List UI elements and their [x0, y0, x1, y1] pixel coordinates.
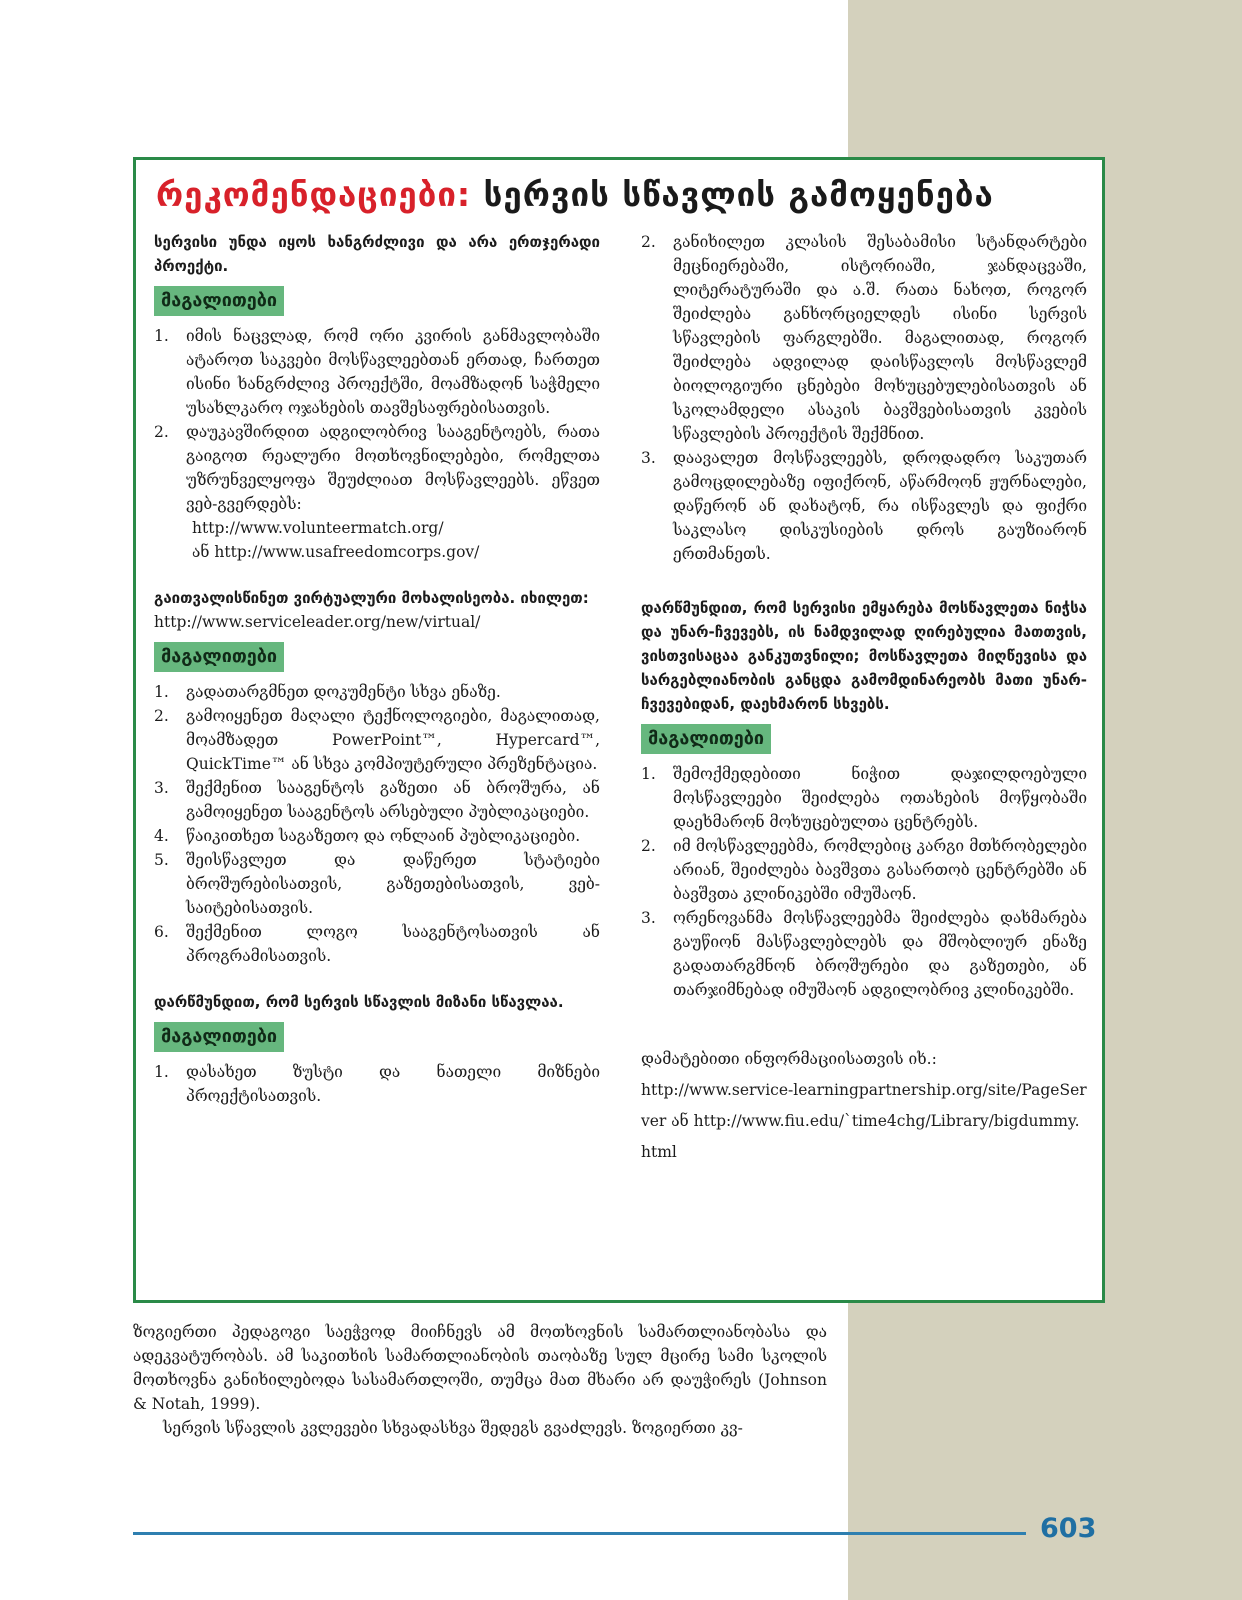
- left-sec1-list: [154, 324, 600, 564]
- left-sec3-list: [154, 1060, 600, 1108]
- list-item: 1. დასახეთ ზუსტი და ნათელი მიზნები პროექტისათვის.: [154, 1063, 600, 1105]
- list-item: 3. შექმენით სააგენტოს გაზეთი ან ბროშურა, ან გამოიყენეთ სააგენტოს არსებული პუბლიკაციები.: [154, 779, 600, 821]
- right-column: [641, 230, 1087, 1168]
- more-info-label: დამატებითი ინფორმაციისათვის იხ.:: [641, 1050, 937, 1068]
- list-item: 1. შემოქმედებითი ნიჭით დაჯილდოებული მოსწავლეები შეიძლება ოთახების მოწყობაში დაეხმარონ მოხუცებულთა ცენტრებს.: [641, 765, 1087, 831]
- list-item: 5. შეისწავლეთ და დაწერეთ სტატიები ბროშურებისათვის, გაზეთებისათვის, ვებ-საიტებისათვის.: [154, 851, 600, 917]
- list-item: 2. განიხილეთ კლასის შესაბამისი სტანდარტები მეცნიერებაში, ისტორიაში, ჯანდაცვაში, ლიტერატურაში და ა.შ. რათა ნახოთ, როგორ შეიძლება განხორციელდეს ისინი სერვის სწავლების ფარგლებში. მაგალითად, როგორ შეიძლება ადვილად დაისწავლოს მოსწავლემ ბიოლოგიური ცნებები მოხუცებულებისათვის ან სკოლამდელი ასაკის ბავშვებისათვის კვების სწავლების პროექტის შექმნით.: [641, 233, 1087, 443]
- page-number: 603: [1040, 1513, 1097, 1544]
- list-item: 3. ორენოვანმა მოსწავლეებმა შეიძლება დახმარება გაუწიონ მასწავლებლებს და მშობლიურ ენაზე გადათარგმნონ ბროშურები და გაზეთები, ან თარჯიმნებად იმუშაონ ადგილობრივ კლინიკებში.: [641, 909, 1087, 999]
- list-item: 1. გადათარგმნეთ დოკუმენტი სხვა ენაზე.: [154, 683, 501, 701]
- left-sec3-lead: დარწმუნდით, რომ სერვის სწავლის მიზანი სწავლაა.: [154, 993, 564, 1011]
- left-sec2-badge: მაგალითები: [154, 642, 284, 672]
- body-paragraph-1: ზოგიერთი პედაგოგი საეჭვოდ მიიჩნევს ამ მოთხოვნის სამართლიანობასა და ადეკვატურობას. ამ საკითხის სამართლიანობის თაობაზე სულ მცირე სამი სკოლის მოთხოვნა განიხილებოდა სასამართლოში, თუმცა მათ მხარი არ დაუჭირეს (Johnson & Notah, 1999).: [133, 1323, 827, 1413]
- url-volunteermatch[interactable]: http://www.volunteermatch.org/: [192, 519, 444, 537]
- list-item: 1. იმის ნაცვლად, რომ ორი კვირის განმავლობაში ატაროთ საკვები მოსწავლეებთან ერთად, ჩართეთ ისინი ხანგრძლივ პროექტში, მოამზადონ საჭმელი უსახლკარო ოჯახების თავშესაფრებისათვის.: [154, 327, 600, 417]
- box-title: [156, 173, 994, 217]
- more-info: [641, 1044, 1087, 1168]
- list-item: 2. გამოიყენეთ მაღალი ტექნოლოგიები, მაგალითად, მოამზადეთ PowerPoint™, Hypercard™, QuickTime™ ან სხვა კომპიუტერული პრეზენტაცია.: [154, 707, 600, 773]
- right-sec2-list: [641, 762, 1087, 1002]
- left-sec2-lead: გაითვალისწინეთ ვირტუალური მოხალისეობა. იხილეთ:: [154, 589, 589, 607]
- left-sec3-badge: მაგალითები: [154, 1022, 284, 1052]
- left-sec1-badge: მაგალითები: [154, 286, 284, 316]
- left-column: [154, 230, 600, 1108]
- recommendations-box: [133, 157, 1105, 1303]
- right-sec2-badge: მაგალითები: [641, 724, 771, 754]
- body-text: [133, 1320, 827, 1440]
- left-sec1-lead: სერვისი უნდა იყოს ხანგრძლივი და არა ერთჯერადი პროექტი.: [154, 233, 600, 275]
- url-serviceleader[interactable]: http://www.serviceleader.org/new/virtual/: [154, 613, 481, 631]
- box-title-black: სერვის სწავლის გამოყენება: [483, 175, 994, 214]
- list-item: 6. შექმენით ლოგო სააგენტოსათვის ან პროგრამისათვის.: [154, 923, 600, 965]
- footer-rule: [133, 1532, 1026, 1535]
- url-usafreedomcorps[interactable]: ან http://www.usafreedomcorps.gov/: [192, 543, 480, 561]
- list-item: 3. დაავალეთ მოსწავლეებს, დროდადრო საკუთარ გამოცდილებაზე იფიქრონ, აწარმოონ ჟურნალები, დაწერონ ან დახატონ, რა ისწავლეს და ფიქრი საკლასო დისკუსიების დროს გაუზიარონ ერთმანეთს.: [641, 449, 1087, 563]
- left-sec2-list: [154, 680, 600, 968]
- list-item: 2. დაუკავშირდით ადგილობრივ სააგენტოებს, რათა გაიგოთ რეალური მოთხოვნილებები, რომელთა უზრუნველყოფა შეუძლიათ მოსწავლეებს. ეწვეთ ვებ-გვერდებს: http://www.volunteermatch.org/ ან http://www.usafreedomcorps.gov/: [154, 420, 600, 564]
- list-item: 2. იმ მოსწავლეებმა, რომლებიც კარგი მთხრობელები არიან, შეიძლება ბავშვთა გასართობ ცენტრებში ან ბავშვთა კლინიკებში იმუშაონ.: [641, 837, 1087, 903]
- right-sec1-list: [641, 230, 1087, 566]
- box-title-red: რეკომენდაციები:: [156, 175, 472, 214]
- body-paragraph-2: სერვის სწავლის კვლევები სხვადასხვა შედეგს გვაძლევს. ზოგიერთი კვ-: [163, 1419, 743, 1437]
- right-sec2-lead: დარწმუნდით, რომ სერვისი ემყარება მოსწავლეთა ნიჭსა და უნარ-ჩვევებს, ის ნამდვილად ღირებულია მათთვის, ვისთვისაცაა განკუთვნილი; მოსწავლეთა მიღწევისა და სარგებლიანობის განცდა გამომდინარეობს მათი უნარ-ჩვევებიდან, დაეხმარონ სხვებს.: [641, 599, 1087, 713]
- more-info-urls[interactable]: http://www.service-learningpartnership.org/site/PageServer ან http://www.fiu.edu/`time4chg/Library/bigdummy.html: [641, 1081, 1087, 1161]
- list-item: 4. წაიკითხეთ საგაზეთო და ონლაინ პუბლიკაციები.: [154, 827, 581, 845]
